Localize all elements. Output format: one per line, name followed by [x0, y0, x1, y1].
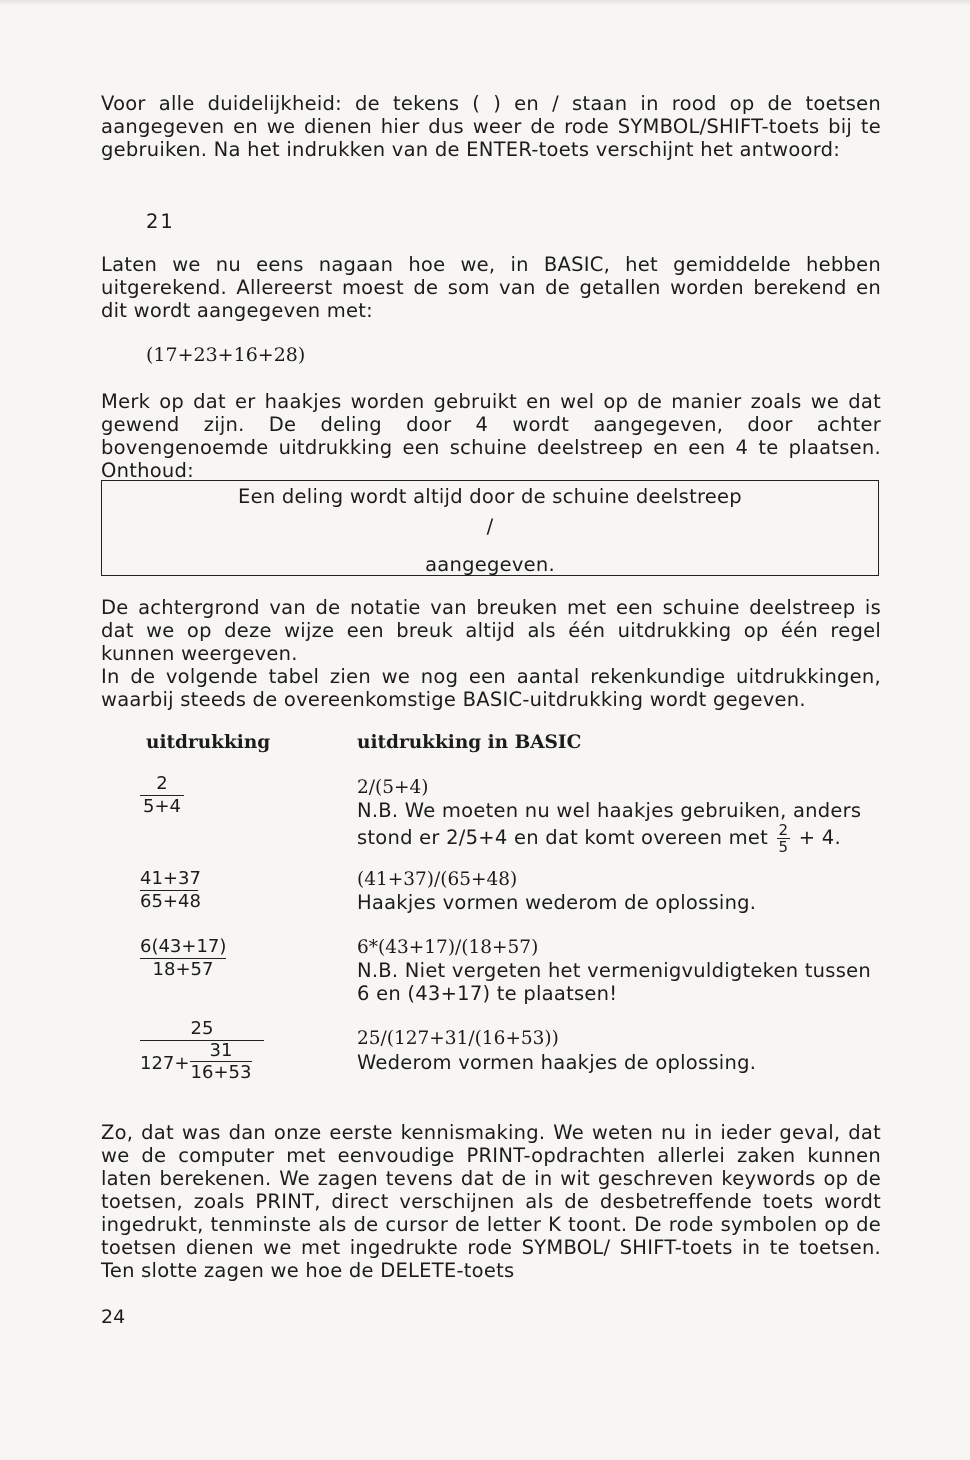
- nested-denominator: [140, 1041, 264, 1087]
- table-row-1-fraction: [140, 773, 184, 818]
- table-row-1-note-2: [357, 822, 841, 855]
- table-row-3-note-1: N.B. Niet vergeten het vermenigvuldigteken tussen: [357, 959, 871, 982]
- inner-denominator: 16+53: [190, 1062, 252, 1083]
- paragraph-intro: Voor alle duidelijkheid: de tekens ( ) en / staan in rood op de toetsen aangegeven en we dienen hier dus weer de rode SYMBOL/SHIFT-toets bij te gebruiken. Na het indrukken van de ENTER-toets verschijnt het antwoord:: [101, 92, 881, 161]
- note-text: stond er 2/5+4 en dat komt overeen met: [357, 826, 769, 849]
- numerator: 2: [156, 773, 168, 794]
- paragraph-table-intro: In de volgende tabel zien we nog een aantal rekenkundige uitdrukkingen, waarbij steeds de overeenkomstige BASIC-uitdrukking wordt gegeven.: [101, 665, 881, 711]
- numerator: 41+37: [140, 868, 201, 889]
- rule-box: [101, 480, 879, 576]
- denominator: 18+57: [152, 959, 214, 980]
- denominator: 5+4: [143, 796, 181, 817]
- paragraph-parentheses: Merk op dat er haakjes worden gebruikt en wel op de manier zoals we dat gewend zijn. De deling door 4 wordt aangegeven, door achter bovengenoemde uitdrukking een schuine deelstreep en een 4 te plaatsen. Onthoud:: [101, 390, 881, 482]
- answer-output: 21: [146, 210, 175, 233]
- table-row-4-note: Wederom vormen haakjes de oplossing.: [357, 1051, 757, 1074]
- table-row-4-fraction: [140, 1018, 264, 1087]
- page-edge: [0, 0, 970, 6]
- table-row-3-fraction: [140, 936, 226, 981]
- note-text-end: + 4.: [798, 826, 841, 849]
- numerator: 25: [190, 1018, 214, 1039]
- paragraph-summary: Zo, dat was dan onze eerste kennismaking. We weten nu in ieder geval, dat we de computer met eenvoudige PRINT-opdrachten allerlei zaken kunnen laten berekenen. We zagen tevens dat de in wit geschreven keywords op de toetsen, zoals PRINT, direct verschijnen als de desbetreffende toets wordt ingedrukt, tenminste als de cursor de letter K toont. De rode symbolen op de toetsen dienen we met ingedrukte rode SYMBOL/ SHIFT-toets in te toetsen. Ten slotte zagen we hoe de DELETE-toets: [101, 1121, 881, 1282]
- table-row-1-note-1: N.B. We moeten nu wel haakjes gebruiken, anders: [357, 799, 862, 822]
- paragraph-background: De achtergrond van de notatie van breuken met een schuine deelstreep is dat we op deze wijze een breuk altijd als één uitdrukking op één regel kunnen weergeven.: [101, 596, 881, 665]
- rule-line-slash: /: [486, 515, 494, 538]
- numerator: 6(43+17): [140, 936, 227, 957]
- page-number: 24: [101, 1306, 126, 1328]
- table-row-2-note: Haakjes vormen wederom de oplossing.: [357, 891, 757, 914]
- table-row-3-basic: 6*(43+17)/(18+57): [357, 937, 539, 958]
- rule-line-3: aangegeven.: [425, 553, 555, 576]
- denominator-prefix: 127+: [140, 1053, 190, 1074]
- inline-fraction: [777, 822, 791, 855]
- table-header-expression: uitdrukking: [146, 732, 271, 753]
- rule-line-1: Een deling wordt altijd door de schuine deelstreep: [238, 485, 742, 508]
- table-row-2-basic: (41+37)/(65+48): [357, 869, 518, 890]
- sum-formula: (17+23+16+28): [146, 344, 306, 366]
- denominator: 65+48: [140, 891, 201, 912]
- table-row-3-note-2: 6 en (43+17) te plaatsen!: [357, 982, 618, 1005]
- inline-denominator: 5: [778, 838, 789, 856]
- table-row-2-fraction: [140, 868, 201, 913]
- inner-fraction: [190, 1041, 252, 1084]
- table-header-basic: uitdrukking in BASIC: [357, 732, 582, 753]
- table-row-1-basic: 2/(5+4): [357, 777, 429, 798]
- table-row-4-basic: 25/(127+31/(16+53)): [357, 1028, 559, 1049]
- inner-numerator: 31: [209, 1040, 233, 1061]
- paragraph-basic-average: Laten we nu eens nagaan hoe we, in BASIC, het gemiddelde hebben uitgerekend. Allereerst moest de som van de getallen worden berekend en dit wordt aangegeven met:: [101, 253, 881, 322]
- inline-numerator: 2: [778, 821, 789, 839]
